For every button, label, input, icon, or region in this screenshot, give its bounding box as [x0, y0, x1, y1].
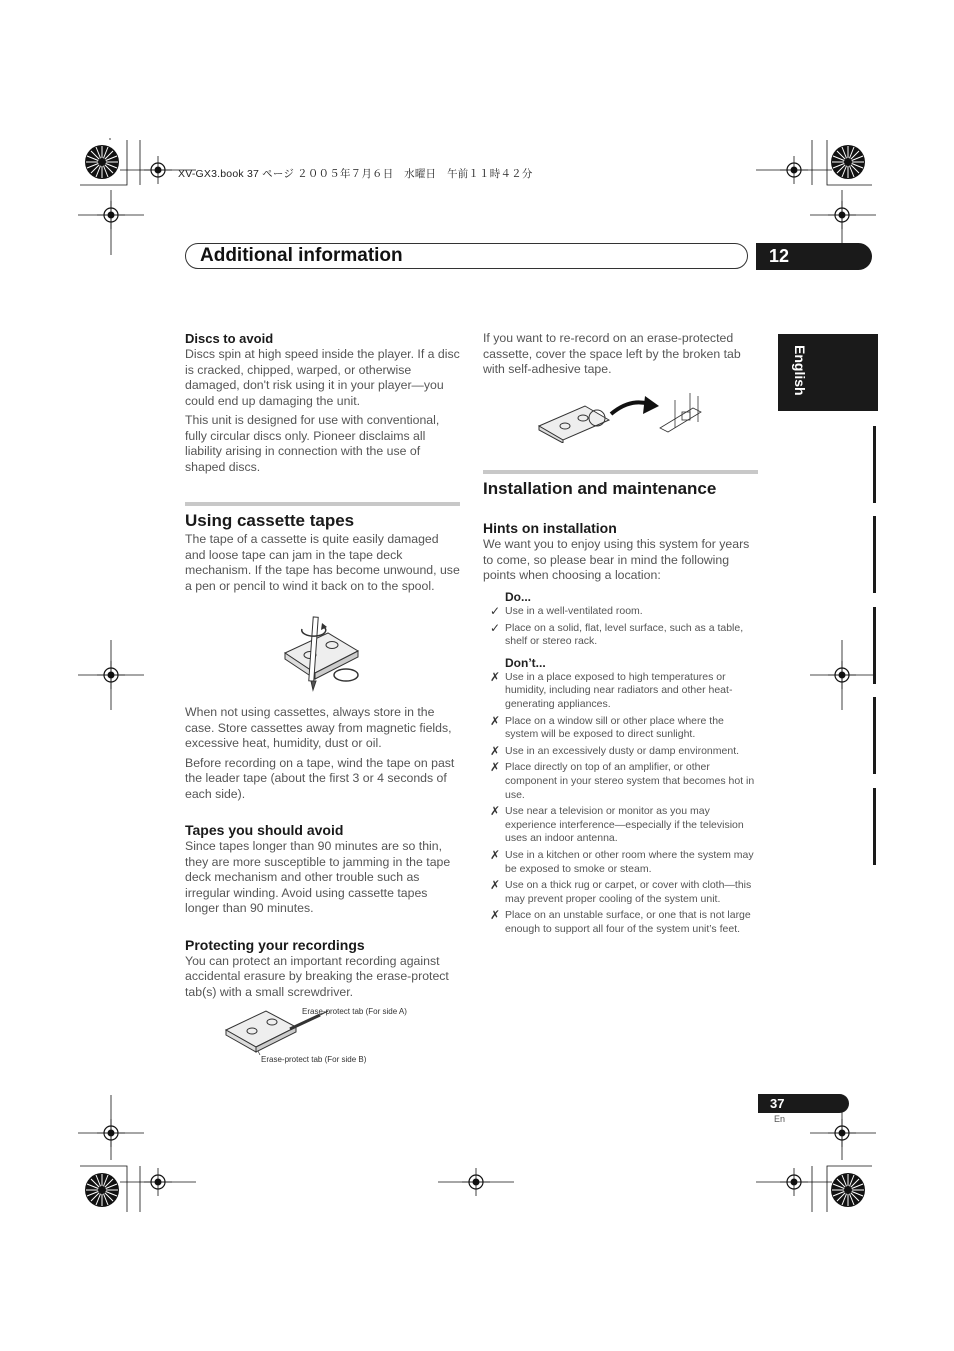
cassette-paragraph-1: The tape of a cassette is quite easily damaged and loose tape can jam in the tape deck mechanism. If the tape has become unwound, use a pen or pencil to wind it back on to the spool.	[185, 532, 460, 593]
list-item-text: Use in a place exposed to high temperatures or humidity, including near radiators and other heat-generating appliances.	[505, 670, 733, 710]
check-icon: ✓	[490, 620, 501, 635]
do-dont-list	[483, 590, 758, 939]
discs-heading: Discs to avoid	[185, 331, 274, 346]
page-number: 37	[758, 1094, 849, 1113]
list-item-text: Use on a thick rug or carpet, or cover with cloth—this may prevent proper cooling of the system unit.	[505, 879, 752, 905]
do-label: Do...	[505, 590, 531, 604]
cross-icon: ✗	[490, 878, 501, 893]
list-item-text: Place on an unstable surface, or one that is not large enough to support all four of the system unit’s feet.	[505, 909, 751, 935]
cassette-paragraph-2: When not using cassettes, always store in the case. Store cassettes away from magnetic fields, excessive heat, humidity, dust or oil.	[185, 705, 452, 750]
rerecord-block	[483, 331, 758, 382]
cross-icon: ✗	[490, 743, 501, 758]
list-item-text: Place on a window sill or other place where the system will be exposed to direct sunlight.	[505, 714, 724, 741]
side-bar-4	[873, 697, 876, 774]
erase-tab-label-b: Erase-protect tab (For side B)	[261, 1055, 367, 1064]
list-item-text: Use near a television or monitor as you may experience interference—especially if the television uses an indoor antenna.	[505, 805, 744, 845]
hints-paragraph: We want you to enjoy using this system for years to come, so please bear in mind the following points when choosing a location:	[483, 537, 750, 582]
installation-section	[483, 470, 758, 588]
cassette-section	[185, 502, 460, 598]
cross-icon: ✗	[490, 760, 501, 775]
cassette-paragraph-3: Before recording on a tape, wind the tape on past the leader tape (about the first 3 or 4 seconds of each side).	[185, 755, 455, 801]
cross-icon: ✗	[490, 669, 501, 684]
list-item	[483, 622, 758, 649]
list-item-text: Use in a well-ventilated room.	[505, 605, 643, 617]
list-item-text: Use in an excessively dusty or damp environment.	[505, 744, 740, 757]
cross-icon: ✗	[490, 908, 501, 923]
discs-paragraph-1: Discs spin at high speed inside the player. If a disc is cracked, chipped, warped, or otherwise damaged, don't risk using it in your player—you could end up damaging the unit.	[185, 347, 460, 408]
check-icon: ✓	[490, 604, 501, 618]
chapter-number: 12	[756, 243, 872, 270]
list-item	[483, 879, 758, 906]
list-item	[483, 745, 758, 759]
list-item	[483, 671, 758, 712]
list-item-text: Place on a solid, flat, level surface, such as a table, shelf or stereo rack.	[505, 621, 744, 648]
cassette-section-continued	[185, 705, 460, 1004]
protecting-paragraph: You can protect an important recording against accidental erasure by breaking the erase-protect tab(s) with a small screwdriver.	[185, 953, 449, 999]
side-bar-1	[873, 426, 876, 503]
installation-heading: Installation and maintenance	[483, 470, 758, 500]
side-bar-5	[873, 788, 876, 865]
cassette-heading: Using cassette tapes	[185, 502, 460, 532]
file-info: XV-GX3.book 37 ページ ２００５年７月６日 水曜日 午前１１時４２分	[178, 168, 533, 180]
hints-heading: Hints on installation	[483, 520, 617, 536]
discs-paragraph-2: This unit is designed for use with conventional, fully circular discs only. Pioneer disclaims all liability arising in connection with the use of shaped discs.	[185, 413, 440, 474]
left-column-top	[185, 330, 460, 479]
list-item-text: Use in a kitchen or other room where the system may be exposed to smoke or steam.	[505, 848, 754, 875]
cross-icon: ✗	[490, 804, 501, 819]
page-title: Additional information	[200, 245, 403, 266]
list-item	[483, 761, 758, 802]
side-bar-3	[873, 607, 876, 684]
list-item	[483, 909, 758, 936]
cassette-pencil-illustration	[280, 615, 365, 695]
erase-tab-label-a: Erase-protect tab (For side A)	[302, 1007, 407, 1016]
language-label: English	[792, 345, 808, 396]
protecting-heading: Protecting your recordings	[185, 936, 365, 953]
cross-icon: ✗	[490, 847, 501, 862]
list-item	[483, 605, 758, 619]
list-item	[483, 715, 758, 742]
tapes-avoid-paragraph: Since tapes longer than 90 minutes are so thin, they are more susceptible to jamming in the tape deck mechanism and other trouble such as irregular winding. Avoid using cassette tapes longer than 90 minutes.	[185, 839, 451, 915]
page-language: En	[774, 1114, 786, 1124]
dont-label: Don’t...	[505, 655, 546, 670]
list-item	[483, 849, 758, 876]
tapes-avoid-heading: Tapes you should avoid	[185, 822, 344, 838]
cassette-tape-cover-illustration	[535, 388, 705, 443]
rerecord-paragraph: If you want to re-record on an erase-protected cassette, cover the space left by the broken tab with self-adhesive tape.	[483, 331, 741, 376]
list-item	[483, 805, 758, 846]
side-bar-2	[873, 516, 876, 593]
list-item-text: Place directly on top of an amplifier, or other component in your stereo system that becomes hot in use.	[505, 761, 755, 801]
cross-icon: ✗	[490, 713, 501, 728]
